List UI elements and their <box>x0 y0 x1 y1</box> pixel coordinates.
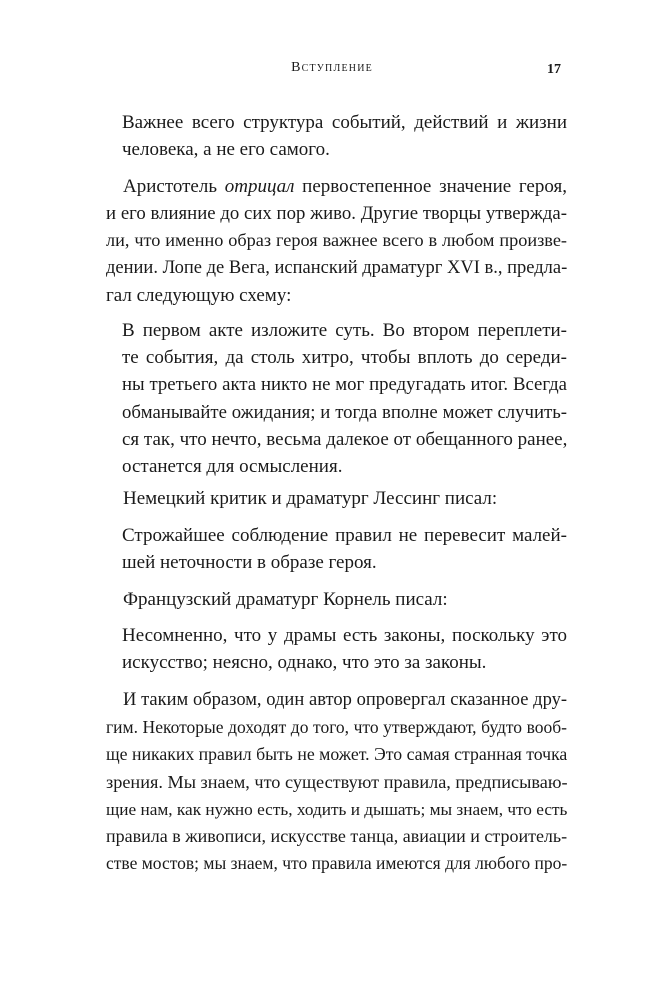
text-line <box>106 173 567 200</box>
text-line: Важнее всего структура событий, действий и жизни <box>122 112 567 133</box>
text-line: останется для осмысления. <box>122 456 343 478</box>
quote-block <box>122 109 567 163</box>
text-line: И таким образом, один автор опровергал сказанное дру- <box>123 690 567 710</box>
quote-block <box>122 522 567 576</box>
text-run: первостепенное значение героя, <box>294 176 567 197</box>
text-line: зрения. Мы знаем, что существуют правила, предписываю- <box>106 771 568 792</box>
text-run: Аристотель <box>123 176 225 197</box>
text-line: дении. Лопе де Вега, испанский драматург XVI в., предла- <box>106 257 568 278</box>
text-line: гим. Некоторые доходят до того, что утверждают, будто вооб- <box>106 717 567 738</box>
text-line: стве мостов; мы знаем, что правила имеются для любого про- <box>106 853 568 874</box>
text-line: ся так, что нечто, весьма далекое от обещанного ранее, <box>122 428 568 450</box>
text-line: те события, да столь хитро, чтобы вплоть до середи- <box>122 347 567 369</box>
page-number: 17 <box>547 62 561 77</box>
paragraph-block <box>106 485 567 512</box>
text-line: обманывайте ожидания; и тогда вполне может случить- <box>122 401 567 423</box>
text-line: В первом акте изложите суть. Во втором переплети- <box>122 320 567 341</box>
quote-block <box>122 317 567 480</box>
text-line: шей неточности в образе героя. <box>122 552 377 574</box>
text-line: ли, что именно образ героя важнее всего в любом произве- <box>106 230 567 251</box>
quote-block <box>122 622 567 676</box>
paragraph-block <box>106 687 567 877</box>
text-line: Немецкий критик и драматург Лессинг писал: <box>123 488 498 509</box>
text-line: человека, а не его самого. <box>122 139 330 161</box>
text-line: ны третьего акта никто не мог предугадать итог. Всегда <box>122 374 567 396</box>
section-title: Вступление <box>291 60 373 75</box>
emphasis: отрицал <box>224 176 295 197</box>
running-head <box>0 60 664 84</box>
paragraph-block <box>106 173 567 309</box>
text-line: гал следующую схему: <box>106 284 292 306</box>
text-line: и его влияние до сих пор живо. Другие творцы утвержда- <box>106 203 567 225</box>
text-line: ще никаких правил быть не может. Это самая странная точка <box>106 744 568 765</box>
text-line: Строжайшее соблюдение правил не перевесит малей- <box>122 525 567 546</box>
text-line: искусство; неясно, однако, что это за законы. <box>122 652 487 674</box>
text-line: Французский драматург Корнель писал: <box>123 589 448 610</box>
text-line: Несомненно, что у драмы есть законы, поскольку это <box>122 625 567 646</box>
paragraph-block <box>106 586 567 613</box>
text-line: щие нам, как нужно есть, ходить и дышать; мы знаем, что есть <box>106 799 568 819</box>
text-line: правила в живописи, искусстве танца, авиации и строитель- <box>106 826 568 847</box>
